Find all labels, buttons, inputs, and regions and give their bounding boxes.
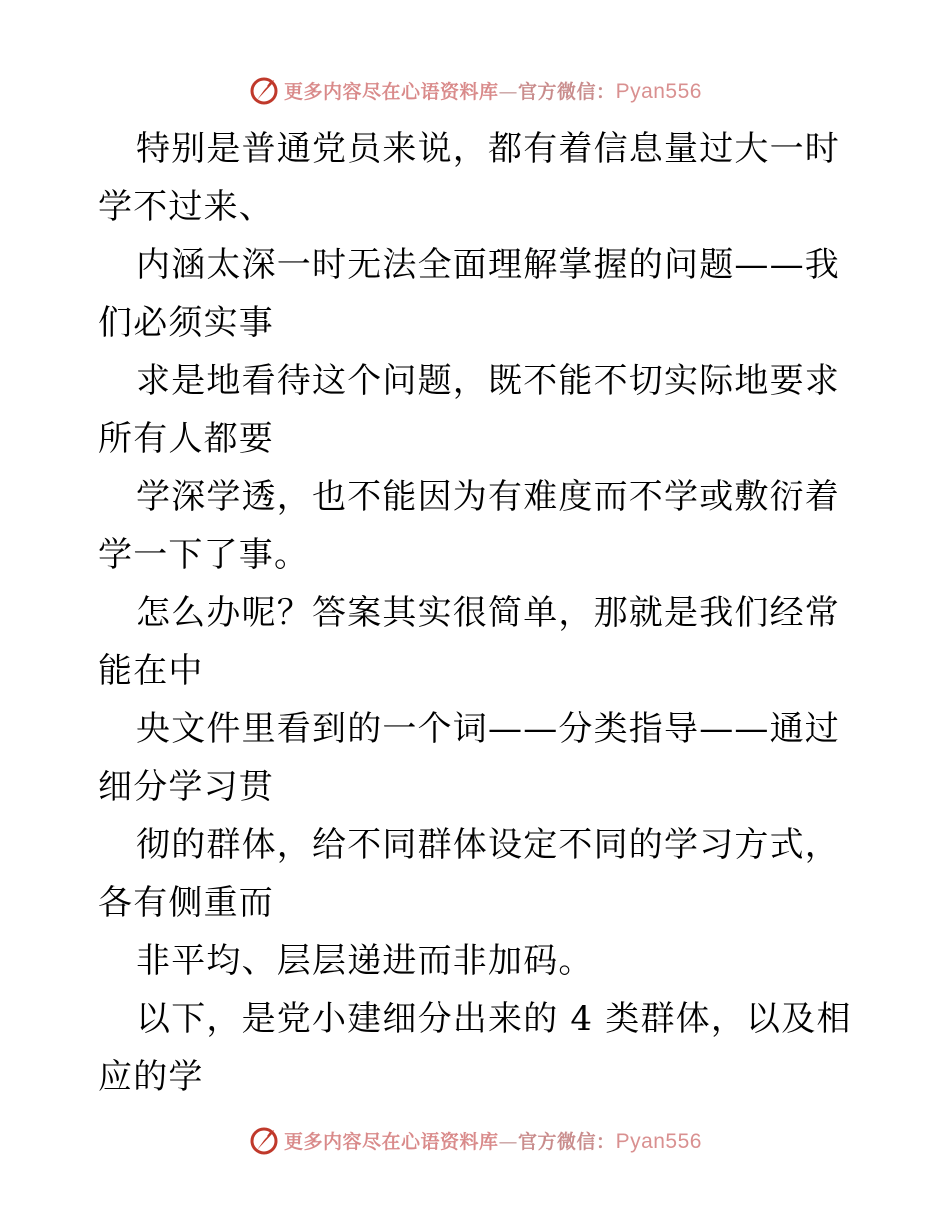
paragraph: 以下，是党小建细分出来的 4 类群体，以及相应的学 [98,999,852,1097]
quill-circle-icon [248,1124,280,1156]
paragraph: 非平均、层层递进而非加码。 [136,941,594,981]
paragraph: 怎么办呢？答案其实很简单，那就是我们经常能在中 [98,593,840,691]
paragraph: 央文件里看到的一个词——分类指导——通过细分学习贯 [98,709,840,807]
footer-watermark [0,1120,950,1160]
paragraph: 特别是普通党员来说，都有着信息量过大一时学不过来、 [98,129,840,227]
document-body [98,120,858,1106]
quill-circle-icon [248,74,280,106]
paragraph: 学深学透，也不能因为有难度而不学或敷衍着学一下了事。 [98,477,840,575]
paragraph: 内涵太深一时无法全面理解掌握的问题——我们必须实事 [98,245,840,343]
paragraph: 求是地看待这个问题，既不能不切实际地要求所有人都要 [98,361,840,459]
watermark-text: 更多内容尽在心语资料库—官方微信：Pyan556 [284,1129,702,1153]
paragraph: 彻的群体，给不同群体设定不同的学习方式，各有侧重而 [98,825,840,923]
header-watermark [0,70,950,110]
watermark-text: 更多内容尽在心语资料库—官方微信：Pyan556 [284,79,702,103]
